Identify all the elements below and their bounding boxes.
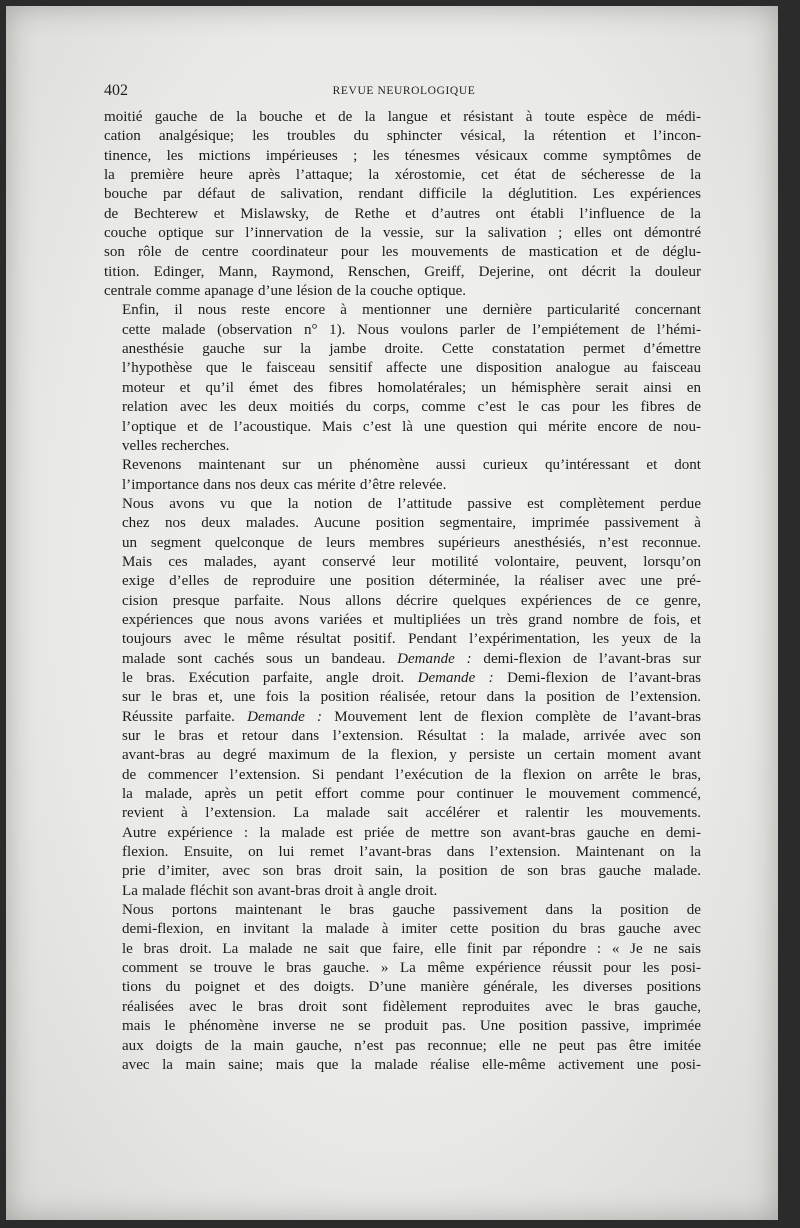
page-header — [104, 82, 704, 106]
text-line: Mais ces malades, ayant conservé leur motilité volontaire, peuvent, lorsqu’on — [122, 553, 701, 570]
text-line: revient à l’extension. La malade sait accélérer et ralentir les mouvements. — [122, 805, 701, 822]
text-line: mais le phénomène inverse ne se produit pas. Une position passive, imprimée — [122, 1018, 701, 1035]
text-line: cation analgésique; les troubles du sphincter vésical, la rétention et l’incon- — [104, 128, 701, 145]
text-line: anesthésie gauche sur la jambe droite. Cette constatation permet d’émettre — [122, 341, 701, 358]
text-line: tions du poignet et des doigts. D’une manière générale, les diverses positions — [122, 979, 701, 996]
scanned-page — [6, 6, 778, 1220]
text-line: Revenons maintenant sur un phénomène aussi curieux qu’intéressant et dont — [122, 457, 701, 474]
text-line: l’hypothèse que le faisceau sensitif affecte une disposition analogue au faisceau — [122, 360, 701, 377]
text-line: tinence, les mictions impérieuses ; les ténesmes vésicaux comme symptômes de — [104, 147, 701, 164]
paragraph — [104, 108, 701, 301]
text-line: de commencer l’extension. Si pendant l’exécution de la flexion on arrête le bras, — [122, 766, 701, 783]
text-line: moteur et qu’il émet des fibres homolatérales; un hémisphère serait ainsi en — [122, 379, 701, 396]
text-line: son rôle de centre coordinateur pour les mouvements de mastication et de déglu- — [104, 244, 701, 261]
text-line: aux doigts de la main gauche, n’est pas reconnue; elle ne peut pas être imitée — [122, 1037, 701, 1054]
text-line: prie d’imiter, avec son bras droit sain, la position de son bras gauche malade. — [122, 863, 701, 880]
paragraph — [104, 301, 701, 456]
text-line: centrale comme apanage d’une lésion de la couche optique. — [104, 283, 467, 300]
paragraph — [104, 495, 701, 901]
text-line: chez nos deux malades. Aucune position segmentaire, imprimée passivement à — [122, 515, 701, 532]
text-line: tition. Edinger, Mann, Raymond, Renschen, Greiff, Dejerine, ont décrit la douleur — [104, 263, 701, 280]
text-line: toujours avec le même résultat positif. Pendant l’expérimentation, les yeux de la — [122, 631, 701, 648]
text-line: malade sont cachés sous un bandeau. Demande : demi-flexion de l’avant-bras sur — [122, 650, 702, 667]
text-line: avec la main saine; mais que la malade réalise elle-même activement une posi- — [122, 1056, 701, 1073]
text-line: demi-flexion, en invitant la malade à imiter cette position du bras gauche avec — [122, 921, 701, 938]
text-line: relation avec les deux moitiés du corps, comme c’est le cas pour les fibres de — [122, 399, 701, 416]
text-line: de Bechterew et Mislawsky, de Rethe et d’autres ont établi l’influence de la — [104, 205, 701, 222]
text-line: cette malade (observation n° 1). Nous voulons parler de l’empiétement de l’hémi- — [122, 321, 701, 338]
paragraph — [104, 901, 701, 1075]
page-number: 402 — [104, 82, 128, 99]
text-line: Nous portons maintenant le bras gauche passivement dans la position de — [122, 902, 701, 919]
text-line: Autre expérience : la malade est priée de mettre son avant-bras gauche en demi- — [122, 824, 701, 841]
text-line: Enfin, il nous reste encore à mentionner une dernière particularité concernant — [122, 302, 701, 319]
text-line: bouche par défaut de salivation, rendant difficile la déglutition. Les expériences — [104, 186, 701, 203]
text-line: sur le bras et, une fois la position réalisée, retour dans la position de l’extension. — [122, 689, 701, 706]
running-title: REVUE NEUROLOGIQUE — [332, 85, 476, 97]
text-line: Réussite parfaite. Demande : Mouvement lent de flexion complète de l’avant-bras — [122, 708, 701, 725]
text-line: un segment quelconque de leurs membres supérieurs anesthésiés, n’est reconnue. — [122, 534, 701, 551]
paragraph — [104, 456, 701, 495]
text-line: réalisées avec le bras droit sont fidèlement reproduites avec le bras gauche, — [122, 998, 701, 1015]
text-line: avant-bras au degré maximum de la flexion, y persiste un certain moment avant — [122, 747, 701, 764]
body-text — [104, 108, 701, 1075]
text-line: exige d’elles de reproduire une position déterminée, la réaliser avec une pré- — [122, 573, 701, 590]
text-line: couche optique sur l’innervation de la vessie, sur la salivation ; elles ont démontré — [104, 225, 701, 242]
text-line: sur le bras et retour dans l’extension. Résultat : la malade, arrivée avec son — [122, 728, 701, 744]
text-line: comment se trouve le bras gauche. » La même expérience réussit pour les posi- — [122, 960, 701, 977]
text-line: la malade, après un petit effort comme pour continuer le mouvement commencé, — [122, 786, 701, 803]
text-line: le bras. Exécution parfaite, angle droit. Demande : Demi-flexion de l’avant-bras — [122, 669, 702, 686]
text-line: la première heure après l’attaque; la xérostomie, cet état de sécheresse de la — [104, 167, 701, 184]
text-line: le bras droit. La malade ne sait que faire, elle finit par répondre : « Je ne sais — [122, 940, 701, 957]
text-line: Nous avons vu que la notion de l’attitude passive est complètement perdue — [122, 495, 701, 512]
text-line: moitié gauche de la bouche et de la langue et résistant à toute espèce de médi- — [104, 109, 701, 125]
text-line: La malade fléchit son avant-bras droit à angle droit. — [122, 882, 438, 899]
text-line: l’importance dans nos deux cas mérite d’être relevée. — [122, 476, 447, 493]
text-line: l’optique et de l’acoustique. Mais c’est là une question qui mérite encore de nou- — [122, 418, 701, 435]
text-line: flexion. Ensuite, on lui remet l’avant-bras dans l’extension. Maintenant on la — [122, 844, 701, 861]
text-line: cision presque parfaite. Nous allons décrire quelques expériences de ce genre, — [122, 592, 701, 609]
text-line: expériences que nous avons variées et multipliées un très grand nombre de fois, et — [122, 611, 701, 628]
text-line: velles recherches. — [122, 437, 230, 454]
